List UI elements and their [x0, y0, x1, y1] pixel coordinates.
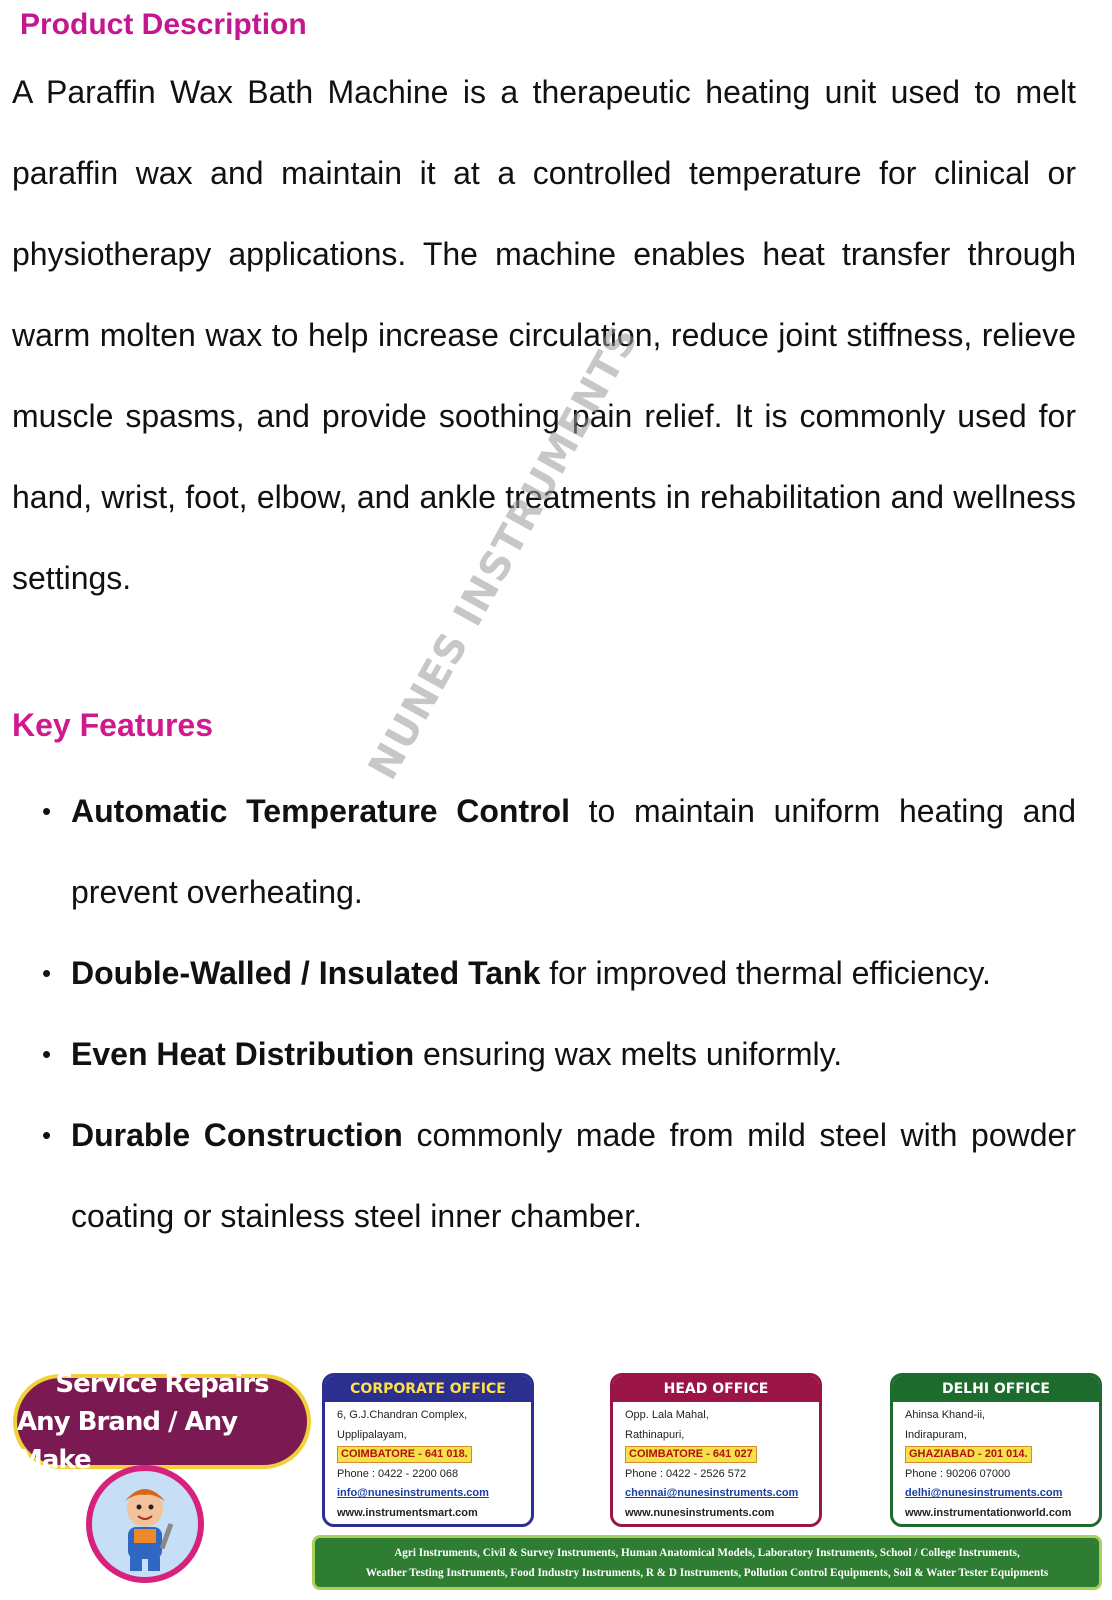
office-address-line: Indirapuram, — [905, 1428, 967, 1441]
service-line-1: Service Repairs — [55, 1368, 269, 1399]
feature-item — [12, 771, 1076, 933]
office-address-line: Rathinapuri, — [625, 1428, 685, 1441]
service-repairs-badge — [13, 1368, 311, 1475]
banner-line-2: Weather Testing Instruments, Food Industry Instruments, R & D Instruments, Pollution Control Equipments, Soil & Water Tester Equipments — [365, 1566, 1049, 1579]
bullet-icon: • — [42, 796, 52, 826]
feature-title: Even Heat Distribution — [71, 1036, 415, 1072]
office-website-link[interactable]: www.instrumentsmart.com — [337, 1506, 478, 1519]
feature-text: ensuring wax melts uniformly. — [414, 1036, 843, 1072]
bullet-icon: • — [42, 1120, 52, 1150]
feature-title: Double-Walled / Insulated Tank — [71, 955, 541, 991]
feature-text: for improved thermal efficiency. — [540, 955, 991, 991]
office-website-link[interactable]: www.instrumentationworld.com — [905, 1506, 1072, 1519]
bullet-icon: • — [42, 958, 52, 988]
banner-line-1: Agri Instruments, Civil & Survey Instruments, Human Anatomical Models, Laboratory Instruments, School / College Instruments, — [394, 1546, 1020, 1559]
office-phone: Phone : 0422 - 2526 572 — [625, 1467, 747, 1480]
feature-item — [12, 1095, 1076, 1257]
watermark: NUNES INSTRUMENTS — [360, 318, 648, 788]
office-email-link[interactable]: chennai@nunesinstruments.com — [625, 1487, 799, 1500]
delhi-office-card — [890, 1373, 1102, 1527]
office-phone: Phone : 0422 - 2200 068 — [337, 1467, 459, 1480]
office-address-line: Upplipalayam, — [337, 1428, 407, 1441]
office-phone: Phone : 90206 07000 — [905, 1467, 1011, 1480]
office-address-line: 6, G.J.Chandran Complex, — [337, 1409, 468, 1421]
mechanic-mascot-icon — [86, 1465, 204, 1583]
service-line-2: Any Brand / Any Make — [17, 1406, 238, 1475]
office-city: COIMBATORE - 641 027 — [625, 1446, 757, 1463]
office-address-line: Ahinsa Khand-ii, — [905, 1409, 986, 1421]
key-features-list — [12, 771, 1076, 1257]
office-city: GHAZIABAD - 201 014. — [905, 1446, 1032, 1463]
office-email-link[interactable]: info@nunesinstruments.com — [337, 1487, 489, 1500]
bullet-icon: • — [42, 1039, 52, 1069]
feature-title: Automatic Temperature Control — [71, 793, 570, 829]
office-title: CORPORATE OFFICE — [325, 1376, 531, 1402]
feature-title: Durable Construction — [71, 1117, 403, 1153]
key-features-heading: Key Features — [12, 707, 213, 743]
feature-text: to maintain uniform heating and prevent overheating. — [71, 793, 1077, 910]
head-office-card — [610, 1373, 822, 1527]
corporate-office-card — [322, 1373, 534, 1527]
office-city: COIMBATORE - 641 018. — [337, 1446, 472, 1463]
office-website-link[interactable]: www.nunesinstruments.com — [625, 1506, 775, 1519]
office-title: DELHI OFFICE — [893, 1376, 1099, 1402]
product-description-heading: Product Description — [20, 8, 307, 41]
product-description-text: A Paraffin Wax Bath Machine is a therapeutic heating unit used to melt paraffin wax and maintain it at a controlled temperature for clinical or physiotherapy applications. The machine enables heat transfer through warm molten wax to help increase circulation, reduce joint stiffness, relieve muscle spasms, and provide soothing pain relief. It is commonly used for hand, wrist, foot, elbow, and ankle treatments in rehabilitation and wellness settings. — [12, 74, 1076, 596]
product-categories-banner — [312, 1535, 1102, 1590]
feature-item — [12, 1014, 1076, 1095]
office-address-line: Opp. Lala Mahal, — [625, 1409, 709, 1421]
office-email-link[interactable]: delhi@nunesinstruments.com — [905, 1487, 1063, 1500]
feature-item — [12, 933, 1076, 1014]
office-title: HEAD OFFICE — [613, 1376, 819, 1402]
feature-text: commonly made from mild steel with powder coating or stainless steel inner chamber. — [71, 1117, 1077, 1234]
